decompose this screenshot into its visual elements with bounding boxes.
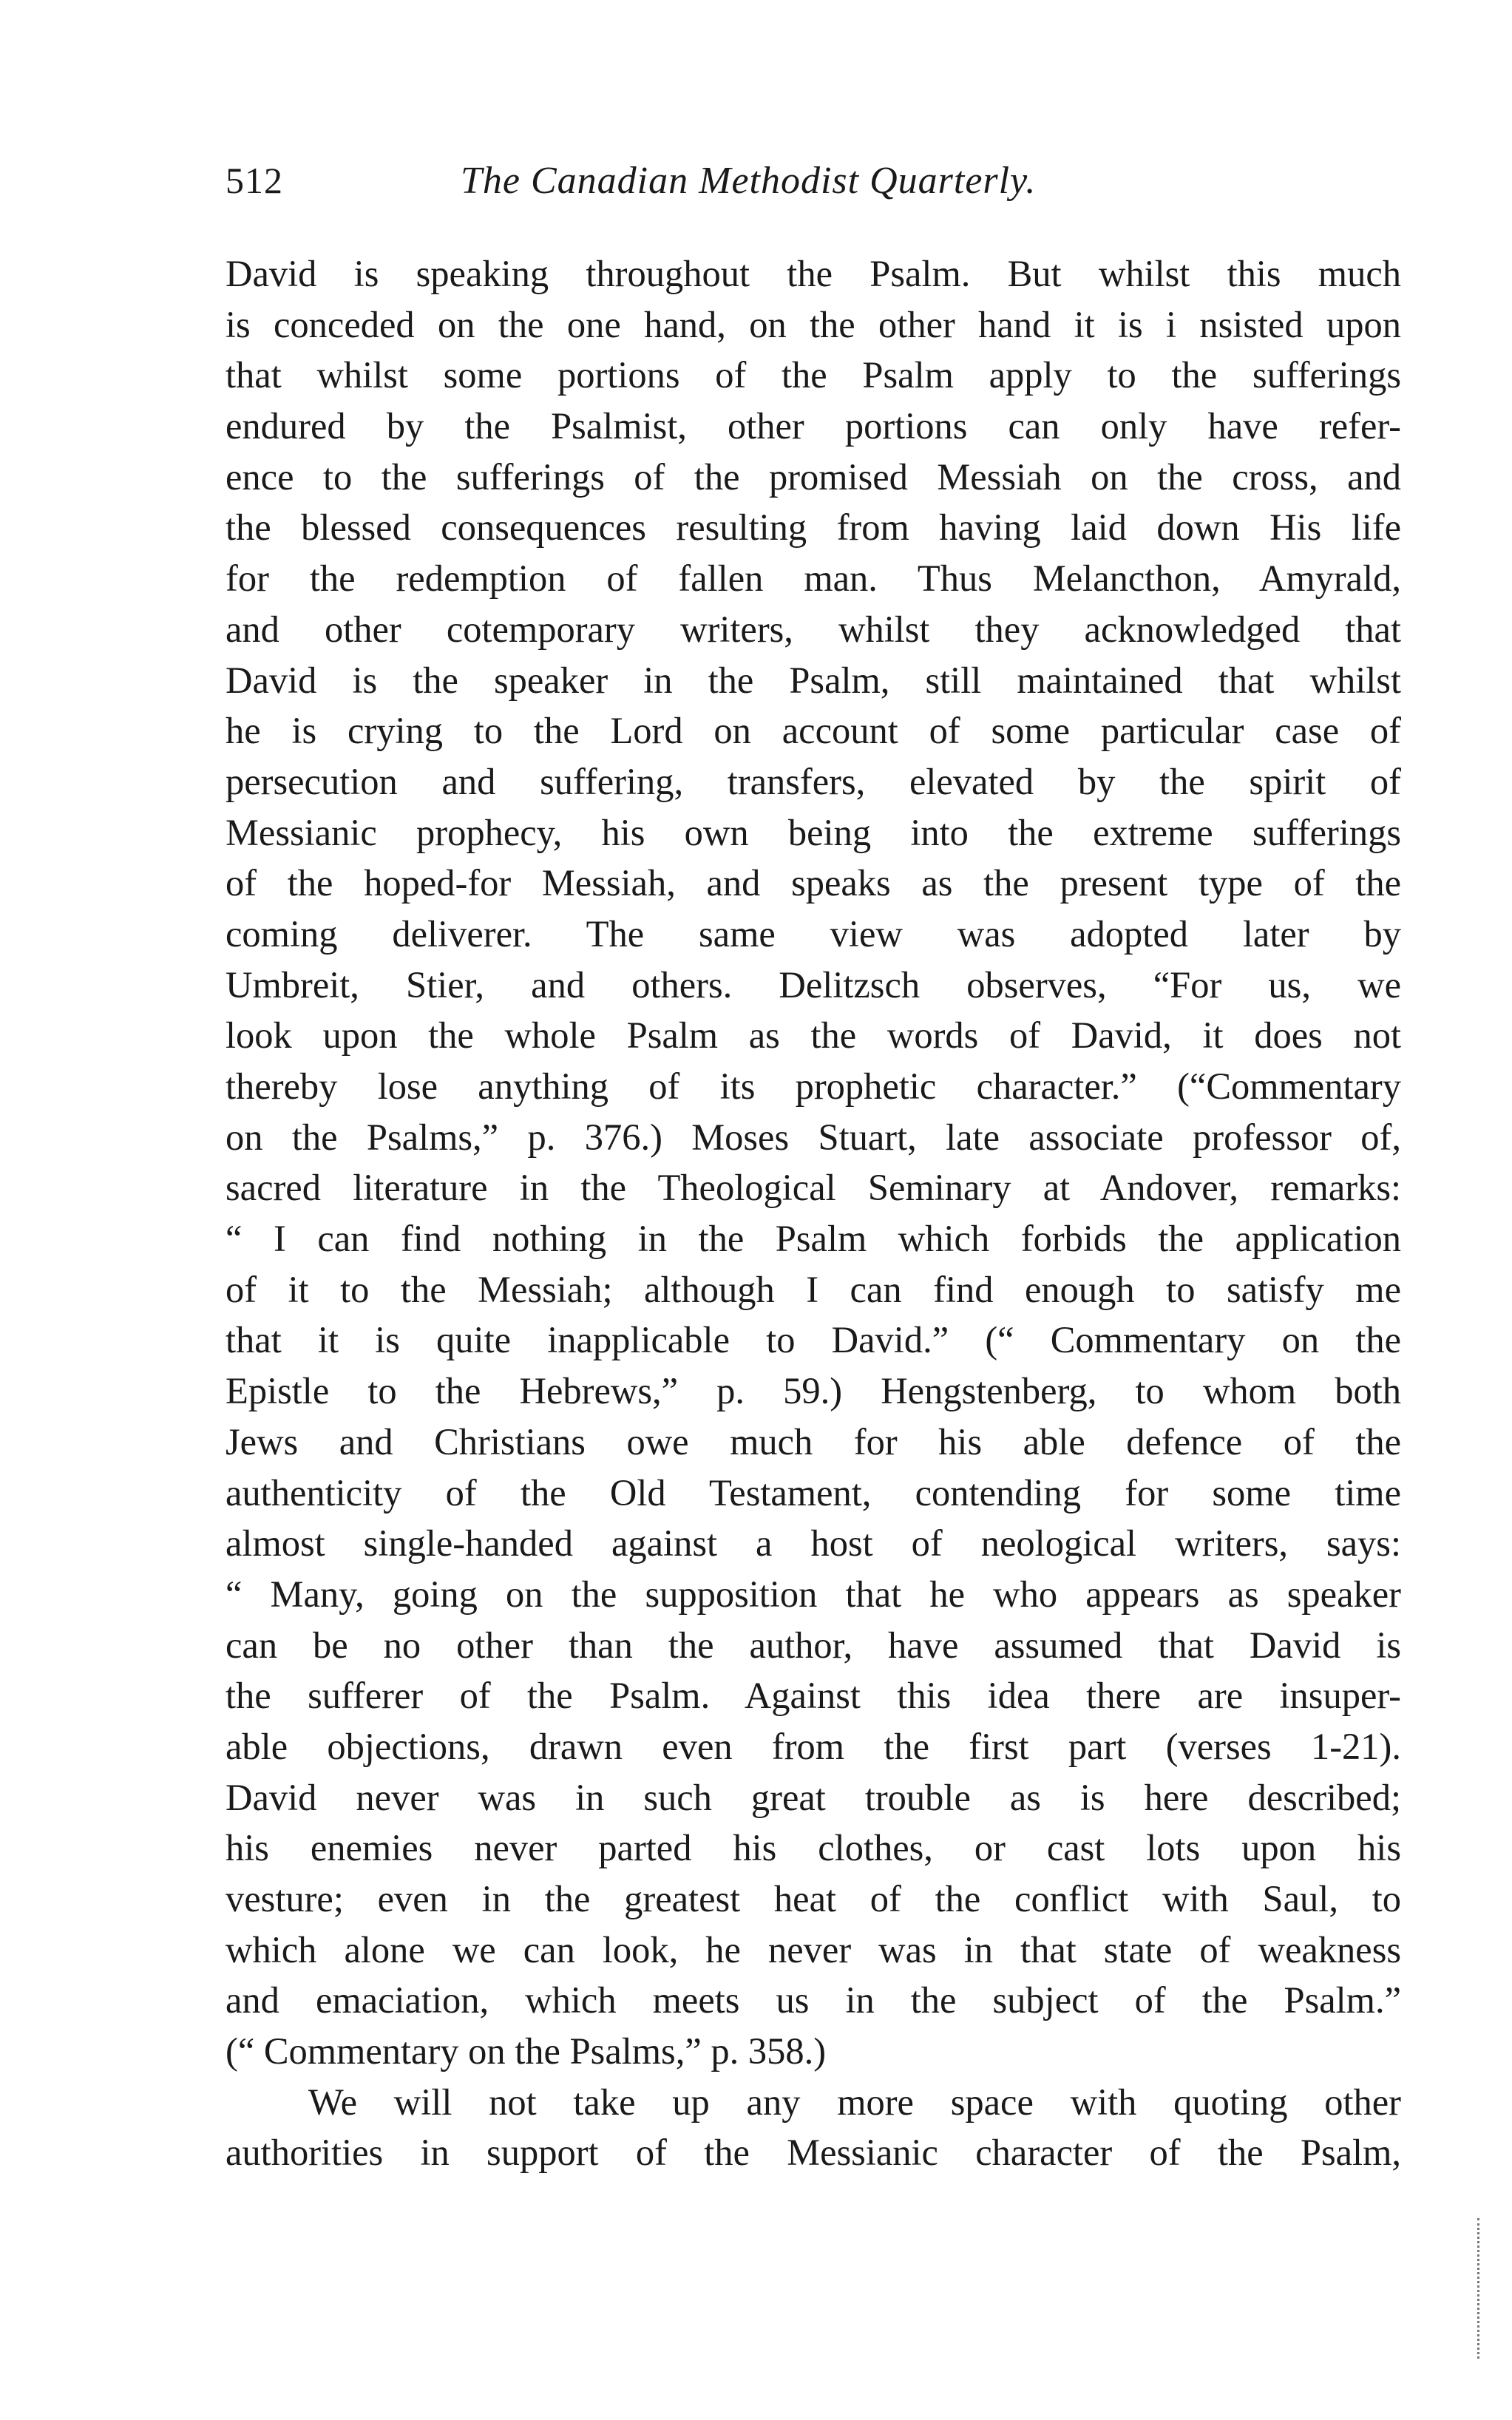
text-line: that whilst some portions of the Psalm apply to the sufferings (226, 354, 1401, 396)
text-line: of the hoped-for Messiah, and speaks as the present type of the (226, 862, 1401, 904)
text-line: his enemies never parted his clothes, or cast lots upon his (226, 1827, 1401, 1869)
text-line: “ Many, going on the supposition that he who appears as speaker (226, 1573, 1401, 1615)
text-line: thereby lose anything of its prophetic character.” (“Commentary (226, 1065, 1401, 1107)
text-line: Umbreit, Stier, and others. Delitzsch observes, “For us, we (226, 963, 1401, 1006)
text-line: the sufferer of the Psalm. Against this idea there are insuper- (226, 1675, 1401, 1717)
text-line: that it is quite inapplicable to David.” (“ Commentary on the (226, 1319, 1401, 1361)
text-line: and other cotemporary writers, whilst they acknowledged that (226, 608, 1401, 650)
text-line: coming deliverer. The same view was adopted later by (226, 912, 1401, 955)
text-line: look upon the whole Psalm as the words of David, it does not (226, 1014, 1401, 1057)
text-line: and emaciation, which meets us in the subject of the Psalm.” (226, 1979, 1401, 2021)
text-line: vesture; even in the greatest heat of the conflict with Saul, to (226, 1878, 1401, 1919)
text-line: “ I can find nothing in the Psalm which forbids the application (226, 1218, 1401, 1260)
text-line: Epistle to the Hebrews,” p. 59.) Hengstenberg, to whom both (226, 1370, 1401, 1412)
text-line: of it to the Messiah; although I can find enough to satisfy me (226, 1268, 1401, 1310)
page-header (226, 159, 1408, 211)
text-line: authorities in support of the Messianic character of the Psalm, (226, 2132, 1401, 2174)
text-line: Jews and Christians owe much for his able defence of the (226, 1420, 1401, 1462)
text-line: able objections, drawn even from the first part (verses 1-21). (226, 1725, 1401, 1767)
text-line: David is the speaker in the Psalm, still maintained that whilst (226, 659, 1401, 701)
text-line: can be no other than the author, have assumed that David is (226, 1624, 1401, 1666)
text-line: he is crying to the Lord on account of some particular case of (226, 710, 1401, 752)
text-line: ence to the sufferings of the promised Messiah on the cross, and (226, 455, 1401, 498)
text-line: Messianic prophecy, his own being into the extreme sufferings (226, 811, 1401, 853)
text-line: for the redemption of fallen man. Thus Melancthon, Amyrald, (226, 557, 1401, 600)
text-line: sacred literature in the Theological Seminary at Andover, remarks: (226, 1167, 1401, 1209)
text-line: on the Psalms,” p. 376.) Moses Stuart, late associate professor of, (226, 1116, 1401, 1158)
running-title: The Canadian Methodist Quarterly. (461, 160, 1037, 202)
text-line: David never was in such great trouble as is here described; (226, 1776, 1401, 1818)
text-line: authenticity of the Old Testament, contending for some time (226, 1471, 1401, 1514)
text-line: David is speaking throughout the Psalm. But whilst this much (226, 253, 1401, 294)
text-line: endured by the Psalmist, other portions can only have refer- (226, 405, 1401, 447)
text-line: almost single-handed against a host of neological writers, says: (226, 1522, 1401, 1565)
paragraph-first-line: We will not take up any more space with quoting other (308, 2081, 1401, 2123)
text-line: is conceded on the one hand, on the other hand it is i nsisted upon (226, 303, 1401, 345)
text-line: the blessed consequences resulting from having laid down His life (226, 506, 1401, 549)
text-line: which alone we can look, he never was in that state of weakness (226, 1928, 1401, 1970)
page-edge-mark (1477, 2218, 1482, 2359)
body-text (226, 248, 1401, 2178)
text-line: persecution and suffering, transfers, elevated by the spirit of (226, 760, 1401, 802)
page-number: 512 (226, 160, 283, 201)
text-line: (“ Commentary on the Psalms,” p. 358.) (226, 2030, 827, 2072)
